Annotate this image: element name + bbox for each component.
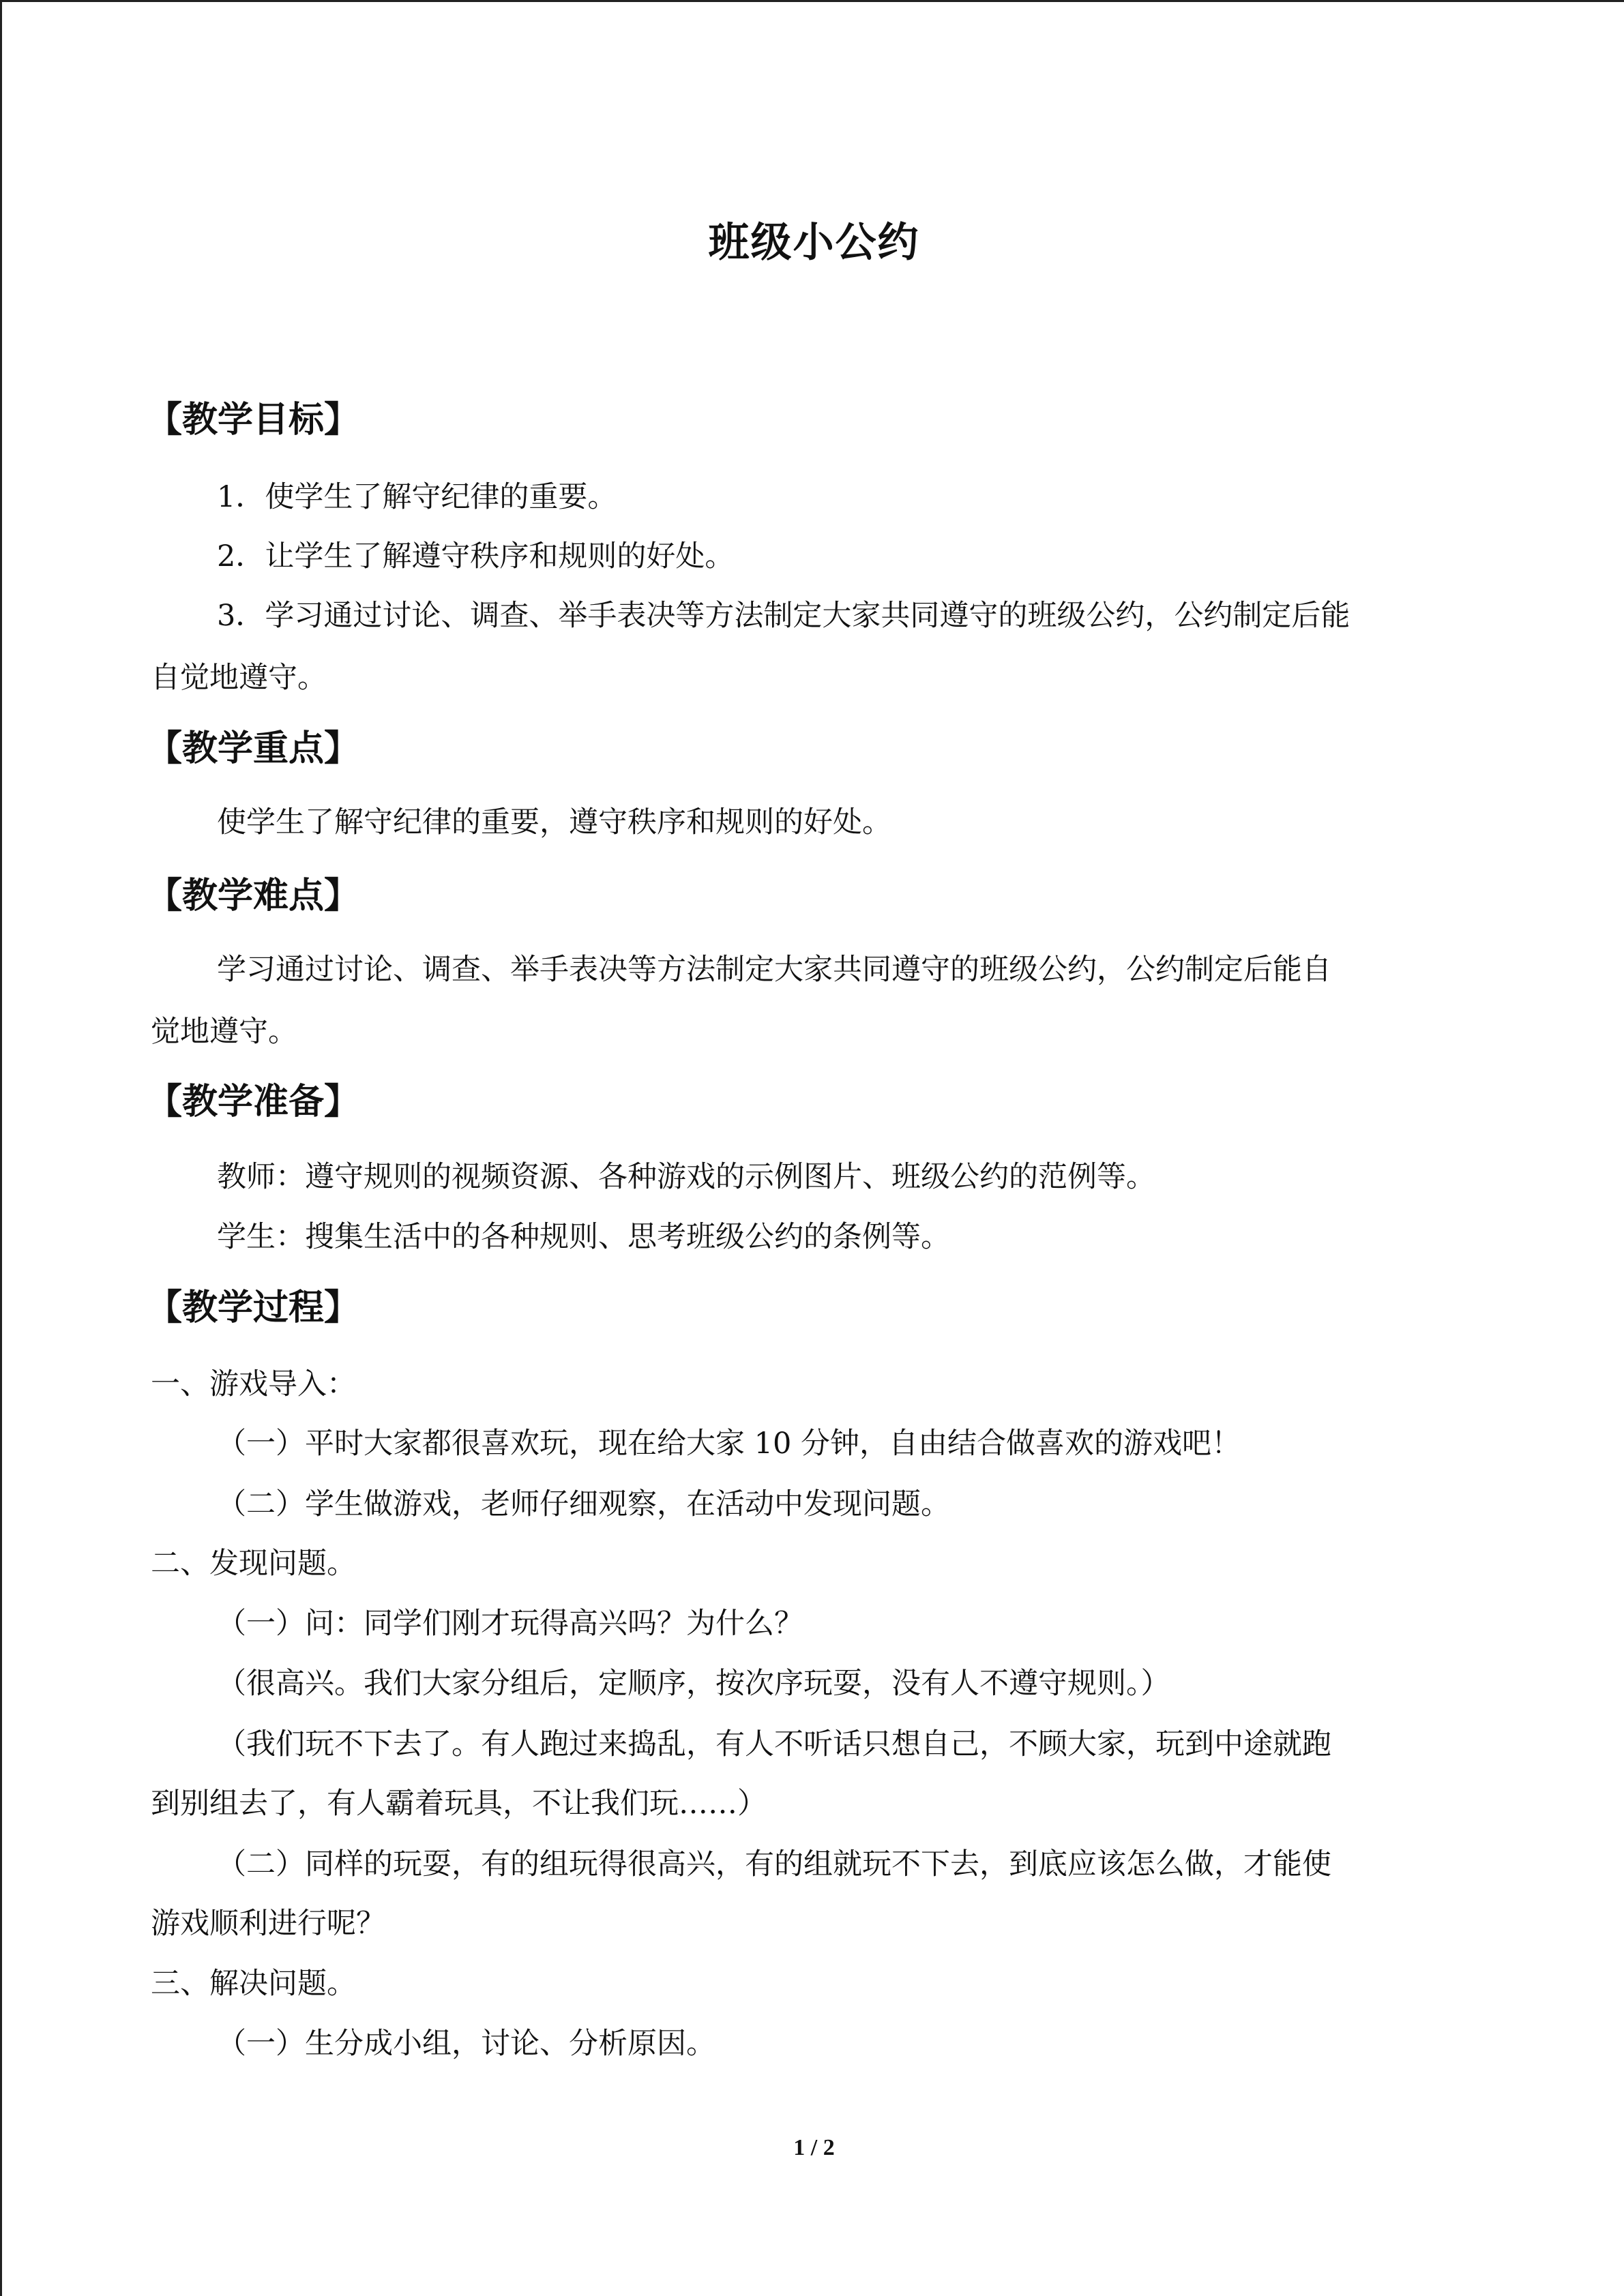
- key-points-text: 使学生了解守纪律的重要，遵守秩序和规则的好处。: [217, 805, 891, 839]
- process-line-12: （一）生分成小组，讨论、分析原因。: [217, 2027, 715, 2061]
- page-title: 班级小公约: [708, 219, 920, 267]
- difficulties-line-1: 学习通过讨论、调查、举手表决等方法制定大家共同遵守的班级公约，公约制定后能自: [217, 953, 1331, 987]
- process-line-8: 到别组去了，有人霸着玩具，不让我们玩……）: [151, 1787, 767, 1821]
- goal-item-2: 2．让学生了解遵守秩序和规则的好处。: [217, 539, 735, 573]
- process-heading: 【教学过程】: [147, 1287, 360, 1328]
- goal-item-3: 3．学习通过讨论、调查、举手表决等方法制定大家共同遵守的班级公约，公约制定后能: [217, 599, 1350, 633]
- goal-item-3-cont: 自觉地遵守。: [151, 661, 327, 695]
- difficulties-heading: 【教学难点】: [147, 876, 360, 916]
- process-line-3: （二）学生做游戏，老师仔细观察，在活动中发现问题。: [217, 1487, 950, 1521]
- process-line-1: 一、游戏导入：: [151, 1367, 356, 1401]
- difficulties-line-2: 觉地遵守。: [151, 1015, 297, 1049]
- process-line-2: （一）平时大家都很喜欢玩，现在给大家 10 分钟，自由结合做喜欢的游戏吧！: [217, 1427, 1241, 1461]
- goal-item-1: 1．使学生了解守纪律的重要。: [217, 480, 617, 514]
- process-line-6: （很高兴。我们大家分组后，定顺序，按次序玩耍，没有人不遵守规则。）: [217, 1667, 1170, 1701]
- preparation-student: 学生：搜集生活中的各种规则、思考班级公约的条例等。: [217, 1220, 950, 1254]
- goals-heading: 【教学目标】: [147, 400, 360, 441]
- process-line-7: （我们玩不下去了。有人跑过来捣乱，有人不听话只想自己，不顾大家，玩到中途就跑: [217, 1727, 1331, 1761]
- preparation-heading: 【教学准备】: [147, 1082, 360, 1122]
- key-points-heading: 【教学重点】: [147, 728, 360, 769]
- preparation-teacher: 教师：遵守规则的视频资源、各种游戏的示例图片、班级公约的范例等。: [217, 1160, 1155, 1194]
- process-line-11: 三、解决问题。: [151, 1967, 356, 2001]
- process-line-9: （二）同样的玩耍，有的组玩得很高兴，有的组就玩不下去，到底应该怎么做，才能使: [217, 1847, 1331, 1881]
- page-number: 1 / 2: [793, 2135, 835, 2160]
- process-line-4: 二、发现问题。: [151, 1547, 356, 1581]
- process-line-10: 游戏顺利进行呢？: [151, 1907, 385, 1941]
- process-line-5: （一）问：同学们刚才玩得高兴吗？为什么？: [217, 1607, 803, 1641]
